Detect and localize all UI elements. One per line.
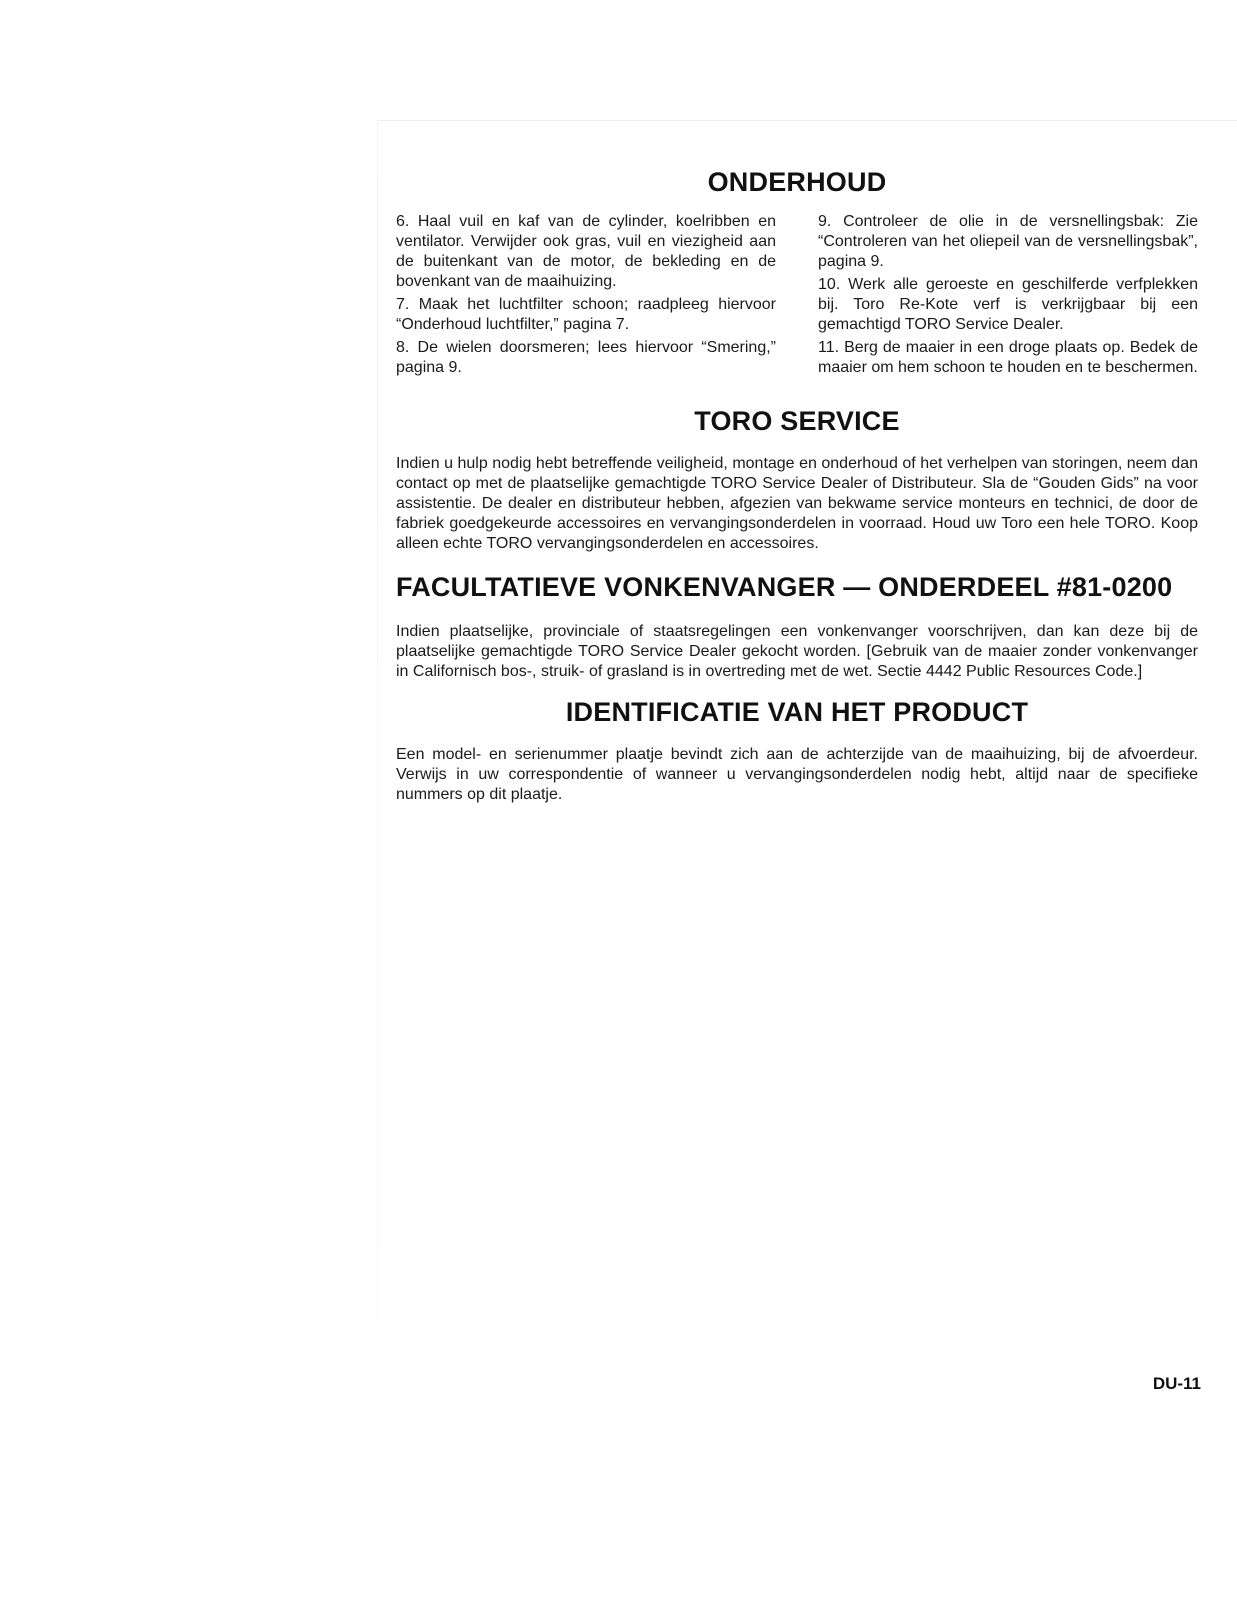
vonkenvanger-paragraph: Indien plaatselijke, provinciale of staatsregelingen een vonkenvanger voorschrijven, dan kan deze bij de plaatselijke gemachtigde TORO Service Dealer gekocht worden. [Gebruik van de maaier zonder vonkenvanger in Californisch bos-, struik- of grasland is in overtreding met de wet. Sectie 4442 Public Resources Code.] [396, 623, 1198, 680]
maintenance-item-9: 9. Controleer de olie in de versnellingsbak: Zie “Controleren van het oliepeil van de versnellingsbak”, pagina 9. [818, 213, 1198, 270]
heading-onderhoud: ONDERHOUD [707, 167, 887, 197]
onderhoud-left-column [396, 212, 776, 381]
maintenance-item-10: 10. Werk alle geroeste en geschilferde verfplekken bij. Toro Re-Kote verf is verkrijgbaar bij een gemachtigd TORO Service Dealer. [818, 276, 1198, 333]
identificatie-paragraph: Een model- en serienummer plaatje bevindt zich aan de achterzijde van de maaihuizing, bij de afvoerdeur. Verwijs in uw correspondentie of wanneer u vervangingsonderdelen nodig hebt, altijd naar de specifieke nummers op dit plaatje. [396, 746, 1198, 803]
toro-service-paragraph: Indien u hulp nodig hebt betreffende veiligheid, montage en onderhoud of het verhelpen van storingen, neem dan contact op met de plaatselijke gemachtigde TORO Service Dealer of Distributeur. Sla de “Gouden Gids” na voor assistentie. De dealer en distributeur hebben, afgezien van bekwame service monteurs en technici, de door de fabriek goedgekeurde accessoires en vervangingsonderdelen in voorraad. Houd uw Toro een hele TORO. Koop alleen echte TORO vervangingsonderdelen en accessoires. [396, 455, 1198, 552]
scan-edge-left [377, 120, 378, 1320]
page-number: DU-11 [1152, 1374, 1201, 1393]
onderhoud-right-column [818, 212, 1198, 381]
scan-edge-top [378, 120, 1237, 121]
heading-vonkenvanger: FACULTATIEVE VONKENVANGER — ONDERDEEL #81-0200 [396, 572, 1173, 602]
heading-toro-service: TORO SERVICE [694, 406, 900, 436]
onderhoud-columns [396, 212, 1198, 381]
maintenance-item-11: 11. Berg de maaier in een droge plaats op. Bedek de maaier om hem schoon te houden en te beschermen. [818, 339, 1198, 376]
maintenance-item-6: 6. Haal vuil en kaf van de cylinder, koelribben en ventilator. Verwijder ook gras, vuil en viezigheid aan de buitenkant van de motor, de bekleding en de bovenkant van de maaihuizing. [396, 213, 776, 290]
maintenance-item-7: 7. Maak het luchtfilter schoon; raadpleeg hiervoor “Onderhoud luchtfilter,” pagina 7. [396, 296, 776, 333]
document-page [396, 166, 1198, 805]
heading-identificatie: IDENTIFICATIE VAN HET PRODUCT [565, 697, 1029, 727]
maintenance-item-8: 8. De wielen doorsmeren; lees hiervoor “Smering,” pagina 9. [396, 339, 776, 376]
